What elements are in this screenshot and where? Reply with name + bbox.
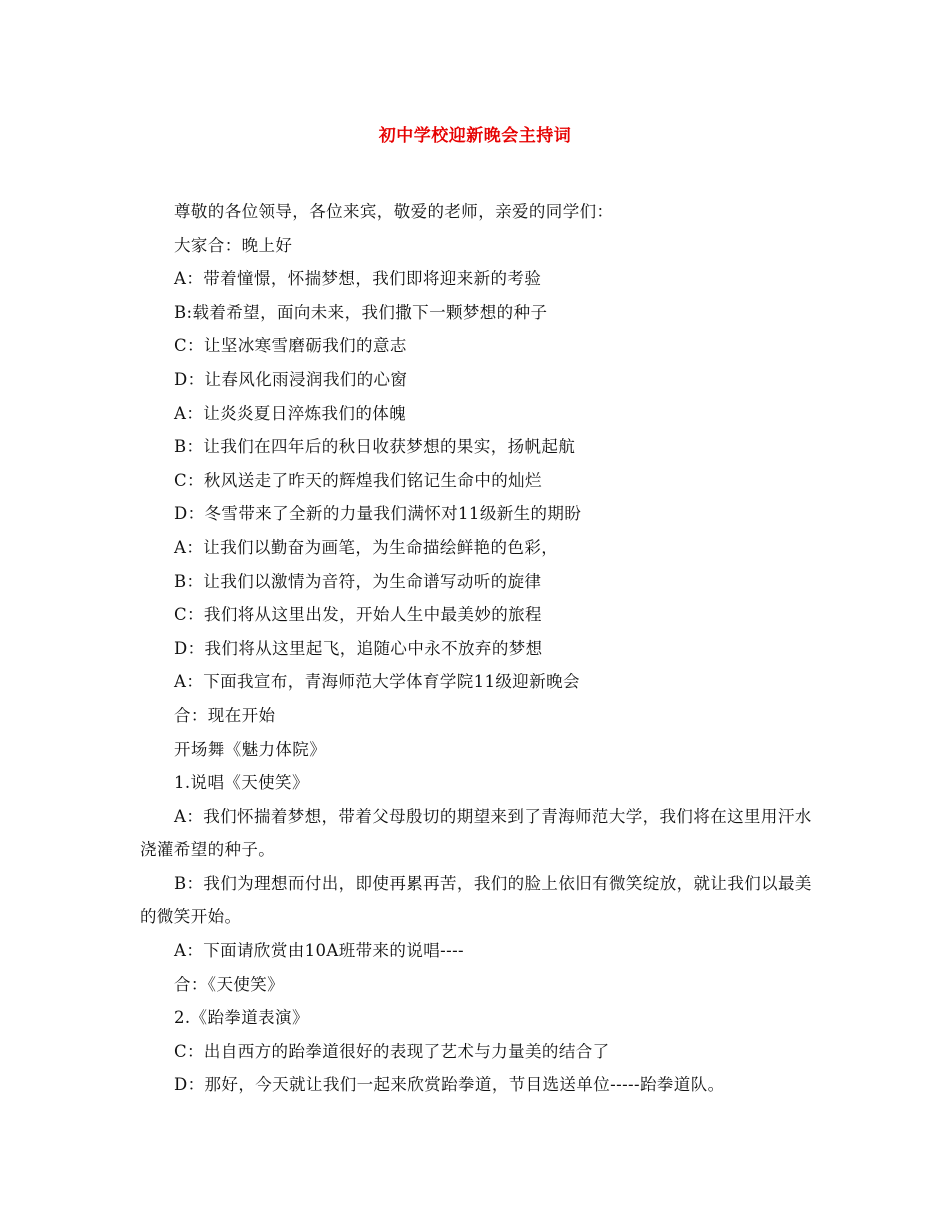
paragraph: B:载着希望，面向未来，我们撒下一颗梦想的种子 xyxy=(174,302,548,322)
paragraph: A：让我们以勤奋为画笔，为生命描绘鲜艳的色彩， xyxy=(174,537,559,557)
paragraph: D：那好，今天就让我们一起来欣赏跆拳道，节目选送单位-----跆拳道队。 xyxy=(174,1075,725,1095)
paragraph: D：让春风化雨浸润我们的心窗 xyxy=(174,369,408,389)
paragraph: 1.说唱《天使笑》 xyxy=(174,773,309,793)
paragraph: A：我们怀揣着梦想，带着父母殷切的期望来到了青海师范大学，我们将在这里用汗水浇灌希望的种子。 xyxy=(140,806,812,860)
paragraph: C：出自西方的跆拳道很好的表现了艺术与力量美的结合了 xyxy=(174,1041,610,1061)
paragraph: 2.《跆拳道表演》 xyxy=(174,1008,309,1028)
paragraph: A：下面我宣布，青海师范大学体育学院11级迎新晚会 xyxy=(174,672,580,692)
paragraph: C：让坚冰寒雪磨砺我们的意志 xyxy=(174,336,407,356)
paragraph: C：我们将从这里出发，开始人生中最美妙的旅程 xyxy=(174,605,542,625)
paragraph: B：让我们以激情为音符，为生命谱写动听的旋律 xyxy=(174,571,542,591)
paragraph: 开场舞《魅力体院》 xyxy=(174,739,327,759)
paragraph: C：秋风送走了昨天的辉煌我们铭记生命中的灿烂 xyxy=(174,470,542,490)
document-title: 初中学校迎新晚会主持词 xyxy=(378,126,572,146)
paragraph: A：让炎炎夏日淬炼我们的体魄 xyxy=(174,403,407,423)
paragraph: 大家合：晚上好 xyxy=(174,235,293,255)
paragraph: B：让我们在四年后的秋日收获梦想的果实，扬帆起航 xyxy=(174,437,576,457)
paragraph: 合：《天使笑》 xyxy=(174,974,285,994)
paragraph: 合：现在开始 xyxy=(174,705,276,725)
document-body xyxy=(140,195,812,1102)
paragraph: B：我们为理想而付出，即使再累再苦，我们的脸上依旧有微笑绽放，就让我们以最美的微笑开始。 xyxy=(140,873,812,927)
paragraph: A：下面请欣赏由10A班带来的说唱---- xyxy=(174,941,465,961)
paragraph: D：冬雪带来了全新的力量我们满怀对11级新生的期盼 xyxy=(174,504,582,524)
paragraph: D：我们将从这里起飞，追随心中永不放弃的梦想 xyxy=(174,638,543,658)
paragraph: 尊敬的各位领导，各位来宾，敬爱的老师，亲爱的同学们： xyxy=(174,202,614,221)
paragraph: A：带着憧憬，怀揣梦想，我们即将迎来新的考验 xyxy=(174,269,542,289)
